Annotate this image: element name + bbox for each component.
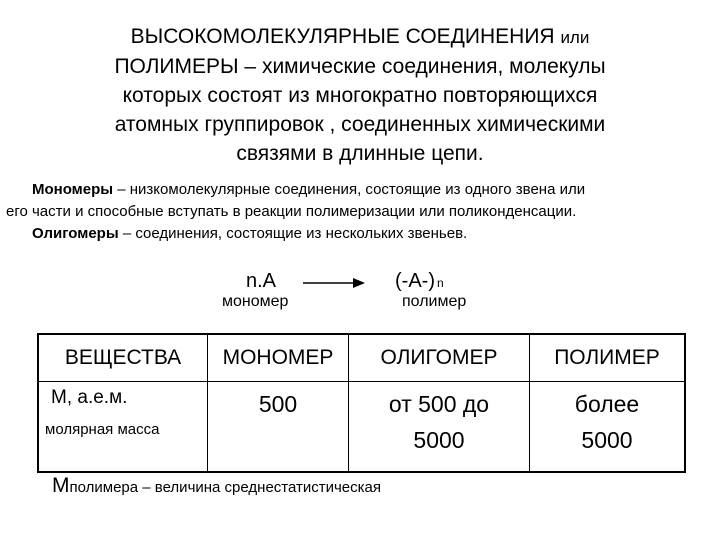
title-line-2: ПОЛИМЕРЫ – химические соединения, молекулы [114, 55, 606, 78]
footer-symbol: М [52, 474, 70, 497]
monomer-mass-value: 500 [258, 391, 298, 417]
page-title [40, 22, 680, 168]
table-header-cell: МОНОМЕР [208, 334, 349, 382]
title-line-1-suffix: или [560, 28, 590, 47]
reaction-product-formula: (-A-) [395, 270, 435, 292]
monomer-mass-cell [208, 382, 349, 473]
footer-text: – величина среднестатистическая [138, 479, 382, 496]
table-header-cell: ПОЛИМЕР [530, 334, 686, 382]
reactant-label: мономер [222, 293, 289, 310]
table-header-row [38, 334, 685, 382]
oligomer-mass-line-2: 5000 [413, 427, 465, 453]
reaction-reactant: n.A [246, 270, 277, 292]
monomers-text-1: – низкомолекулярные соединения, состоящие из одного звена или [113, 181, 586, 198]
row-label-sub: молярная масса [45, 421, 160, 438]
polymer-mass-cell [530, 382, 686, 473]
title-line-1: ВЫСОКОМОЛЕКУЛЯРНЫЕ СОЕДИНЕНИЯ [130, 25, 555, 48]
footer-note [52, 474, 381, 498]
oligomer-mass-cell [349, 382, 530, 473]
monomers-definition-line-1 [32, 180, 585, 200]
table-row-label [38, 382, 208, 473]
oligomers-text: – соединения, состоящие из нескольких звеньев. [118, 225, 468, 242]
footer-subscript: полимера [69, 479, 139, 496]
polymer-mass-line-2: 5000 [581, 427, 633, 453]
row-label-main: М, а.е.м. [51, 387, 128, 408]
oligomers-definition [32, 224, 467, 244]
oligomer-mass-line-1: от 500 до [388, 391, 490, 417]
monomers-definition-line-2: его части и способные вступать в реакции полимеризации или поликонденсации. [6, 203, 577, 220]
oligomers-term: Олигомеры [32, 225, 119, 242]
title-line-5: связями в длинные цепи. [236, 142, 484, 165]
reaction-product-subscript: n [436, 276, 444, 290]
table-header-cell: ОЛИГОМЕР [349, 334, 530, 382]
title-line-4: атомных группировок , соединенных химическими [114, 113, 606, 136]
reaction-arrow-icon [303, 277, 365, 289]
product-label: полимер [402, 293, 467, 310]
title-line-3: которых состоят из многократно повторяющихся [122, 84, 598, 107]
comparison-table [37, 333, 686, 473]
table-header-cell: ВЕЩЕСТВА [38, 334, 208, 382]
polymer-mass-line-1: более [574, 391, 640, 417]
reaction-product [395, 270, 444, 293]
table-row [38, 382, 685, 473]
monomers-term: Мономеры [32, 181, 114, 198]
